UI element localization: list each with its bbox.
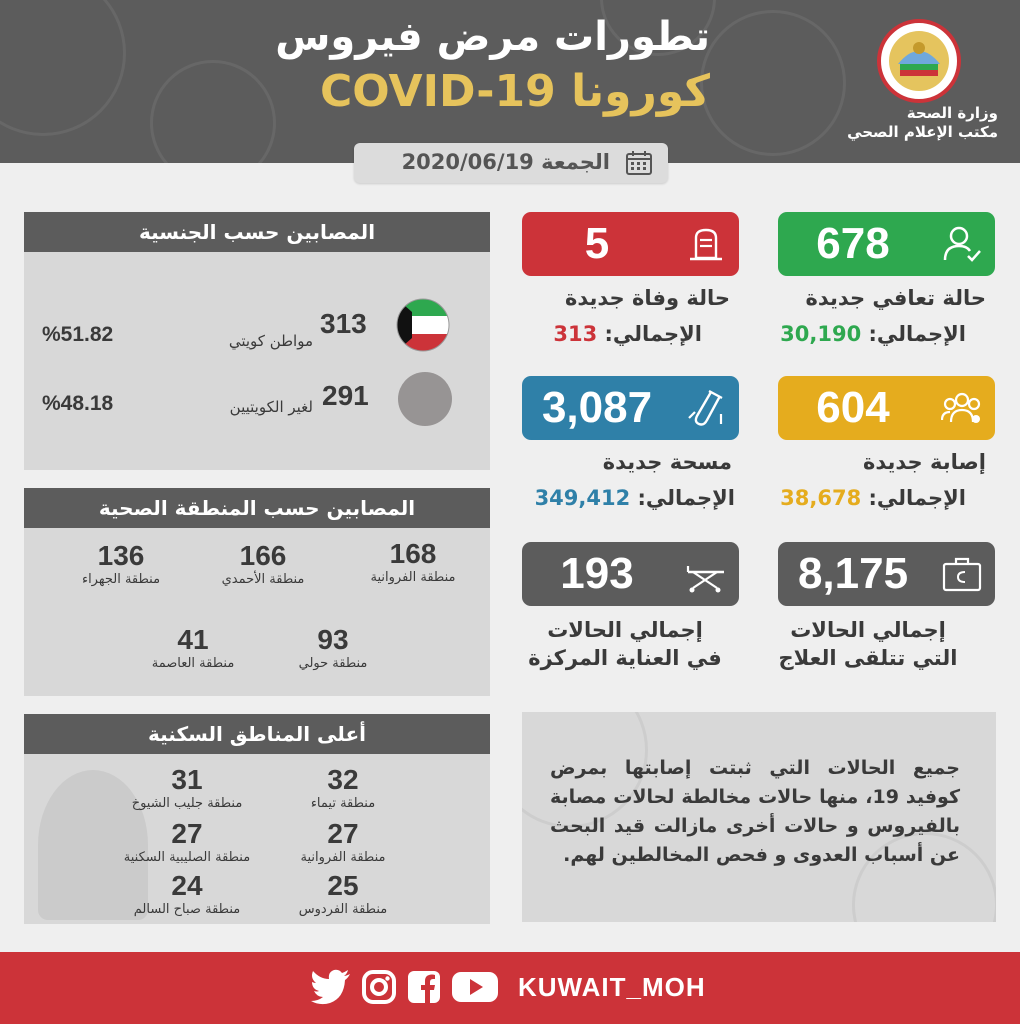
tombstone-icon — [685, 224, 727, 264]
person-check-icon — [941, 224, 983, 264]
icu-count: 193 — [560, 549, 634, 598]
kuwaiti-percent: %51.82 — [42, 323, 114, 346]
region-item — [46, 540, 196, 588]
deaths-total-label: الإجمالي: — [604, 322, 702, 346]
recovered-total-label: الإجمالي: — [868, 322, 966, 346]
residential-name: منطقة الفروانية — [300, 850, 386, 865]
tests-label: مسحة جديدة — [602, 450, 732, 474]
facebook-icon[interactable] — [406, 968, 442, 1006]
page-subtitle: كورونا COVID-19 — [320, 66, 710, 117]
kuwait-flag-icon — [396, 298, 450, 352]
icu-label-line1: إجمالي الحالات — [547, 618, 703, 642]
under-treatment-box — [778, 542, 995, 606]
region-count: 166 — [239, 540, 287, 571]
tests-count: 3,087 — [541, 383, 653, 432]
region-item — [258, 624, 408, 672]
note-text: جميع الحالات التي ثبتت إصابتها بمرض كوفيد 19، منها حالات مخالطة لحالات مصابة بالفيروس و حالات أخرى مازالت قيد البحث عن أسباب العدوى و فحص المخالطين لهم. — [550, 757, 961, 866]
residential-count: 27 — [171, 818, 203, 849]
tests-total-value: 349,412 — [534, 486, 631, 510]
icu-label — [515, 616, 735, 672]
infections-box — [778, 376, 995, 440]
region-count: 41 — [177, 624, 209, 655]
stretcher-icon — [685, 554, 727, 594]
deaths-total-value: 313 — [553, 322, 598, 346]
infections-total-value: 38,678 — [780, 486, 862, 510]
residential-item — [112, 870, 262, 918]
non-kuwaiti-count: 291 — [322, 380, 369, 411]
kuwaiti-count: 313 — [320, 308, 367, 339]
non-kuwaiti-percent: %48.18 — [42, 392, 114, 415]
residential-name: منطقة الصليبية السكنية — [123, 850, 251, 865]
infections-label: إصابة جديدة — [863, 450, 986, 474]
region-item — [338, 538, 488, 586]
tests-box — [522, 376, 739, 440]
nationality-title: المصابين حسب الجنسية — [24, 212, 490, 252]
residential-count: 27 — [327, 818, 359, 849]
residential-name: منطقة صباح السالم — [133, 902, 241, 917]
region-name: منطقة الأحمدي — [221, 572, 305, 587]
recovered-label: حالة تعافي جديدة — [805, 286, 986, 310]
twitter-icon[interactable] — [310, 968, 352, 1006]
deaths-label: حالة وفاة جديدة — [564, 286, 730, 310]
recovered-count: 678 — [816, 219, 890, 268]
residential-count: 25 — [327, 870, 359, 901]
instagram-icon[interactable] — [361, 968, 397, 1006]
tests-total-label: الإجمالي: — [637, 486, 735, 510]
non-kuwaiti-label: لغير الكويتيين — [229, 398, 313, 416]
residential-panel — [24, 714, 490, 924]
ministry-emblem-icon — [876, 18, 962, 104]
under-treatment-label-line1: إجمالي الحالات — [790, 618, 946, 642]
icu-label-line2: في العناية المركزة — [528, 646, 722, 670]
ministry-line1: وزارة الصحة — [906, 104, 998, 122]
deaths-box — [522, 212, 739, 276]
region-name: منطقة حولي — [298, 656, 368, 671]
residential-item — [268, 870, 418, 918]
page-title: تطورات مرض فيروس — [275, 14, 710, 60]
residential-item — [268, 818, 418, 866]
region-item — [118, 624, 268, 672]
youtube-icon[interactable] — [450, 968, 500, 1006]
tests-total — [535, 486, 735, 510]
note-box — [522, 712, 996, 922]
residential-count: 32 — [327, 764, 359, 795]
regions-panel — [24, 488, 490, 696]
ministry-name — [847, 104, 998, 142]
residential-count: 31 — [171, 764, 203, 795]
regions-title: المصابين حسب المنطقة الصحية — [24, 488, 490, 528]
under-treatment-label — [758, 616, 978, 672]
region-count: 93 — [317, 624, 349, 655]
recovered-box — [778, 212, 995, 276]
region-name: منطقة الفروانية — [370, 570, 456, 585]
residential-item — [268, 764, 418, 812]
recovered-total-value: 30,190 — [780, 322, 862, 346]
region-count: 136 — [97, 540, 145, 571]
social-handle[interactable]: KUWAIT_MOH — [518, 972, 706, 1002]
residential-item — [112, 764, 262, 812]
infections-count: 604 — [816, 383, 890, 432]
deaths-total — [553, 322, 702, 346]
infections-total-label: الإجمالي: — [868, 486, 966, 510]
region-name: منطقة العاصمة — [151, 656, 235, 671]
region-name: منطقة الجهراء — [81, 572, 161, 587]
ministry-line2: مكتب الإعلام الصحي — [847, 123, 998, 141]
nationality-panel — [24, 212, 490, 470]
date-text: الجمعة 2020/06/19 — [401, 150, 610, 174]
calendar-icon — [626, 151, 652, 175]
date-pill — [354, 143, 668, 183]
residential-name: منطقة الفردوس — [298, 902, 388, 917]
infections-total — [780, 486, 966, 510]
people-virus-icon — [941, 388, 983, 428]
footer-bar — [0, 952, 1020, 1024]
under-treatment-label-line2: التي تتلقى العلاج — [778, 646, 958, 670]
icu-box — [522, 542, 739, 606]
region-item — [188, 540, 338, 588]
kuwaiti-label: مواطن كويتي — [228, 332, 313, 350]
medical-bag-icon — [941, 554, 983, 594]
test-tube-icon — [685, 388, 727, 428]
residential-title: أعلى المناطق السكنية — [24, 714, 490, 754]
residential-name: منطقة جليب الشيوخ — [131, 796, 243, 811]
region-count: 168 — [389, 538, 437, 569]
residential-count: 24 — [171, 870, 203, 901]
residential-item — [112, 818, 262, 866]
recovered-total — [780, 322, 966, 346]
under-treatment-count: 8,175 — [797, 549, 909, 598]
grey-circle-icon — [398, 372, 452, 426]
residential-name: منطقة تيماء — [310, 796, 376, 811]
deaths-count: 5 — [584, 219, 610, 268]
